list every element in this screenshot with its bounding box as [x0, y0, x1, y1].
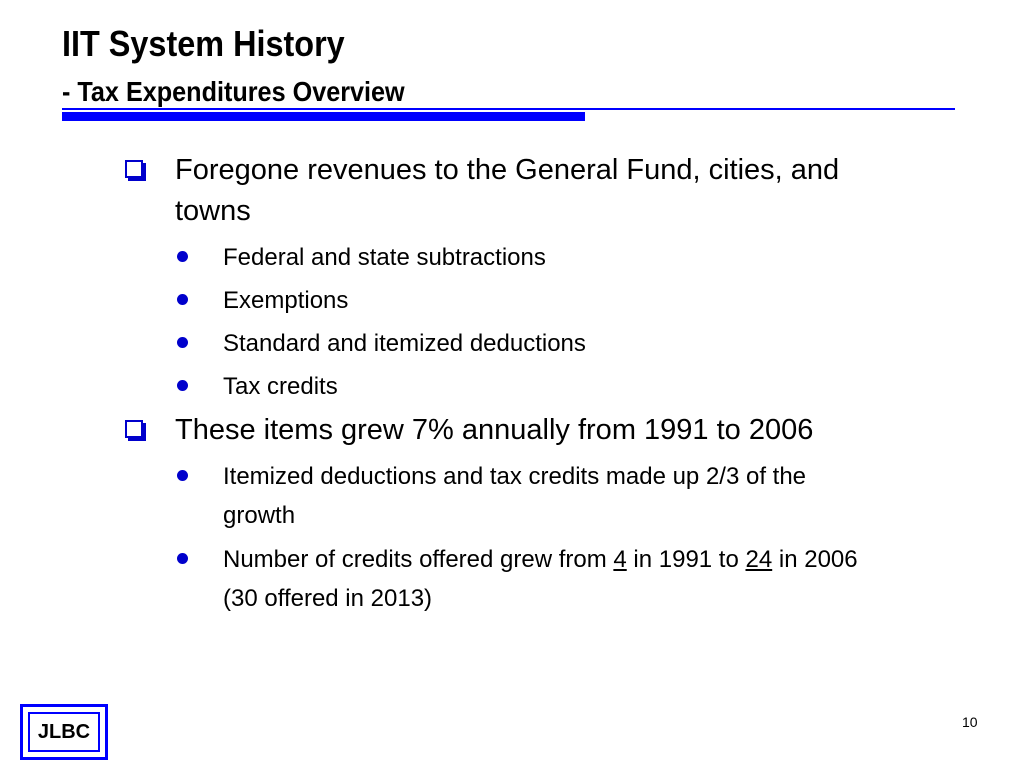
- bullet-foregone-revenues: [120, 150, 880, 232]
- sub-bullet-deductions: [120, 324, 880, 364]
- sub-bullet-text: [223, 546, 858, 612]
- title-block: [62, 24, 443, 108]
- bullet-growth: [120, 410, 880, 451]
- dot-bullet-icon: [177, 251, 188, 262]
- dot-bullet-icon: [177, 470, 188, 481]
- slide-title: IIT System History: [62, 23, 345, 64]
- sub-bullet-growth-share: [120, 457, 880, 535]
- dot-bullet-icon: [177, 553, 188, 564]
- jlbc-logo-inner: [28, 712, 100, 752]
- page-number: 10: [962, 714, 978, 730]
- credits-text-part1: Number of credits offered grew from: [223, 546, 614, 573]
- sub-bullet-text: Exemptions: [223, 287, 349, 314]
- slide-subtitle: - Tax Expenditures Overview: [62, 76, 405, 107]
- credits-1991-count: 4: [613, 546, 627, 573]
- credits-text-part2: in 1991 to: [626, 546, 746, 573]
- sub-bullet-text: Tax credits: [223, 373, 338, 400]
- sub-bullet-text: Itemized deductions and tax credits made up 2/3 of the growth: [223, 463, 807, 529]
- sub-bullet-exemptions: [120, 281, 880, 321]
- credits-2006-count: 24: [745, 546, 773, 573]
- logo-text: JLBC: [37, 720, 91, 743]
- dot-bullet-icon: [177, 380, 188, 391]
- jlbc-logo: [20, 704, 108, 760]
- square-bullet-icon: [125, 160, 143, 178]
- sub-bullet-text: Federal and state subtractions: [223, 244, 546, 271]
- dot-bullet-icon: [177, 294, 188, 305]
- sub-bullet-subtractions: [120, 238, 880, 278]
- bullet-list: [120, 150, 880, 623]
- title-divider-thick: [62, 112, 585, 121]
- bullet-text: Foregone revenues to the General Fund, cities, and towns: [175, 154, 840, 227]
- title-divider-thin: [62, 108, 955, 110]
- square-bullet-icon: [125, 420, 143, 438]
- sub-bullet-tax-credits: [120, 367, 880, 407]
- credits-text-part3: in 2006 (30 offered in 2013): [223, 546, 858, 612]
- sub-bullet-text: Standard and itemized deductions: [223, 330, 586, 357]
- dot-bullet-icon: [177, 337, 188, 348]
- sub-bullet-credits-count: [120, 540, 880, 618]
- bullet-text: These items grew 7% annually from 1991 to 2006: [175, 414, 814, 446]
